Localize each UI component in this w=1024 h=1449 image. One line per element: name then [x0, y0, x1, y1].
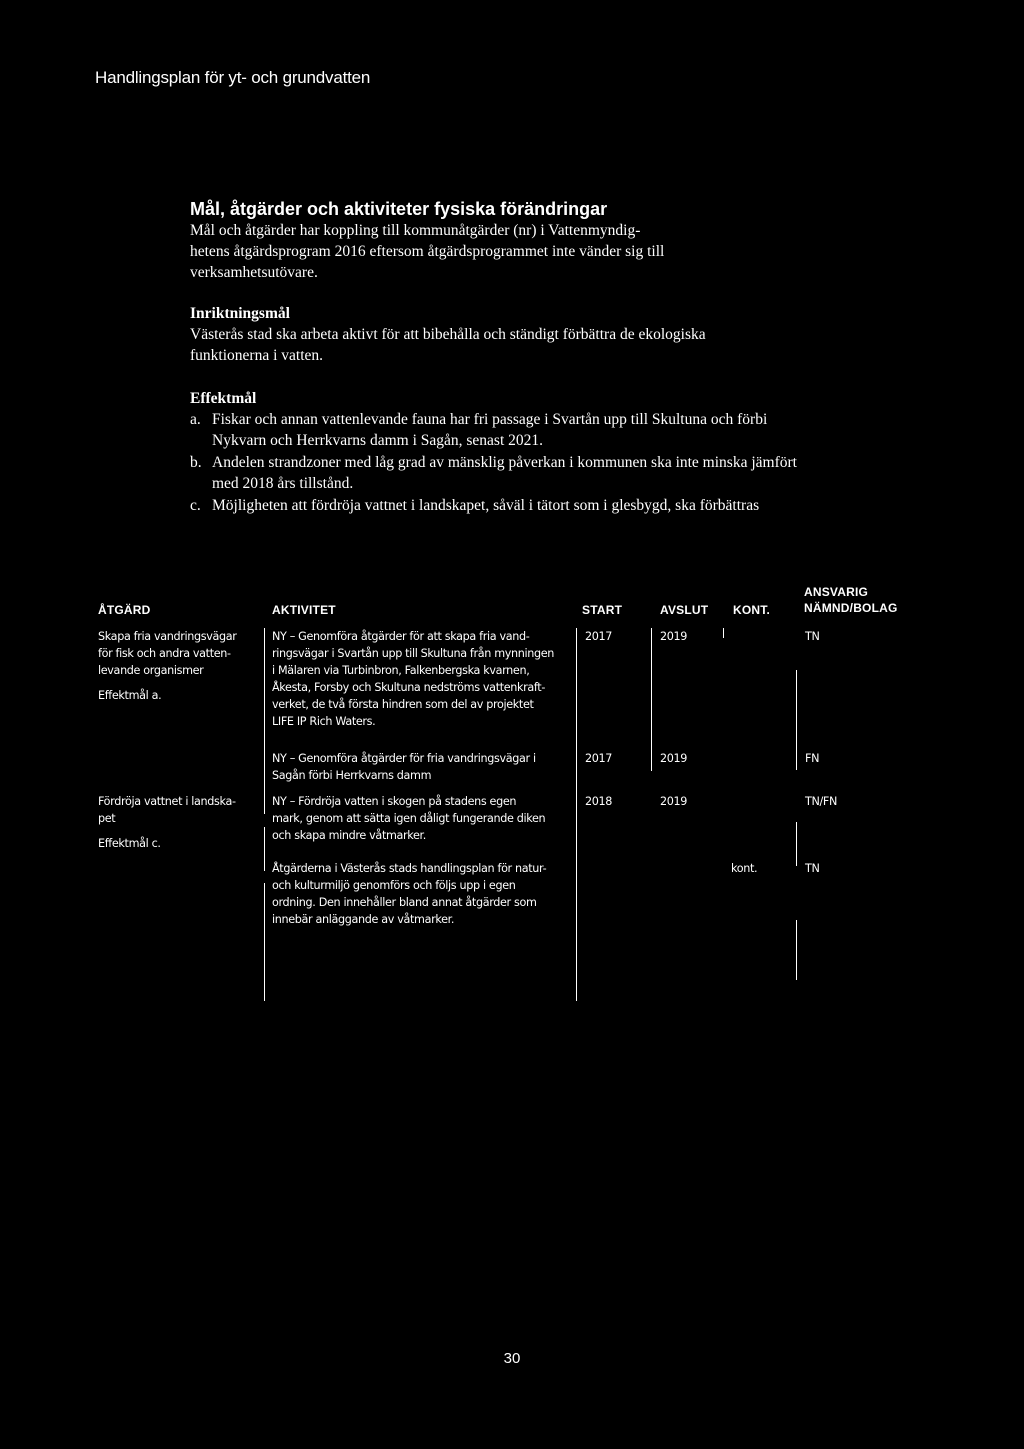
page-number: 30 — [503, 1350, 521, 1367]
intro-line: hetens åtgärdsprogram 2016 eftersom åtgärdsprogrammet inte vänder sig till — [190, 243, 665, 260]
avslut-row-2: 2019 — [660, 752, 688, 765]
effektmal-block — [190, 388, 830, 516]
atgard-line: Fördröja vattnet i landska- — [98, 795, 236, 808]
header-ansvarig — [804, 584, 898, 616]
header-kont: KONT. — [733, 603, 770, 617]
column-divider — [264, 883, 265, 1001]
atgard-line: levande organismer — [98, 664, 204, 677]
column-divider — [723, 628, 724, 638]
inriktningsmal-line: funktionerna i vatten. — [190, 347, 323, 364]
effektmal-letter: b. — [190, 454, 202, 471]
intro-paragraph — [190, 220, 830, 283]
section-heading: Mål, åtgärder och aktiviteter fysiska förändringar — [190, 199, 608, 219]
intro-line: verksamhetsutövare. — [190, 264, 318, 281]
inriktningsmal-title: Inriktningsmål — [190, 305, 290, 322]
effektmal-text: Fiskar och annan vattenlevande fauna har fri passage i Svartån upp till Skultuna och förbi Nykvarn och Herrkvarns damm i Sagån, senast 2021. — [212, 411, 768, 449]
effektmal-title: Effektmål — [190, 390, 257, 407]
aktivitet-line: och skapa mindre våtmarker. — [272, 829, 426, 842]
ansvarig-row-4: TN — [805, 862, 820, 875]
ansvarig-row-2: FN — [805, 752, 820, 765]
avslut-row-1: 2019 — [660, 630, 688, 643]
column-divider — [576, 628, 577, 1001]
aktivitet-line: i Mälaren via Turbinbron, Falkenbergska kvarnen, — [272, 664, 530, 677]
column-divider — [796, 920, 797, 980]
intro-section — [190, 198, 830, 516]
inriktningsmal-block — [190, 303, 830, 366]
aktivitet-line: LIFE IP Rich Waters. — [272, 715, 376, 728]
header-aktivitet: AKTIVITET — [272, 603, 336, 617]
aktivitet-line: NY – Fördröja vatten i skogen på stadens egen — [272, 795, 517, 808]
header-ansvarig-line: NÄMND/BOLAG — [804, 601, 898, 615]
effektmal-text: Andelen strandzoner med låg grad av mänsklig påverkan i kommunen ska inte minska jämfört med 2018 års tillstånd. — [212, 454, 797, 492]
aktivitet-row-3 — [272, 793, 545, 844]
atgard-line: Skapa fria vandringsvägar — [98, 630, 237, 643]
aktivitet-line: och kulturmiljö genomförs och följs upp i egen — [272, 879, 516, 892]
aktivitet-line: ordning. Den innehåller bland annat åtgärder som — [272, 896, 537, 909]
effektmal-item-c — [190, 495, 830, 516]
column-divider — [264, 628, 265, 814]
aktivitet-line: verket, de två första hindren som del av projektet — [272, 698, 534, 711]
ansvarig-row-1: TN — [805, 630, 820, 643]
start-row-3: 2018 — [585, 795, 613, 808]
aktivitet-line: ringsvägar i Svartån upp till Skultuna från mynningen — [272, 647, 555, 660]
column-divider — [651, 628, 652, 771]
effektmal-letter: a. — [190, 411, 201, 428]
header-start: START — [582, 603, 623, 617]
start-row-2: 2017 — [585, 752, 613, 765]
effektmal-item-a — [190, 409, 830, 451]
aktivitet-line: NY – Genomföra åtgärder för fria vandringsvägar i — [272, 752, 536, 765]
column-divider — [796, 670, 797, 770]
atgard-line: för fisk och andra vatten- — [98, 647, 231, 660]
aktivitet-row-1 — [272, 628, 554, 730]
effektmal-item-b — [190, 452, 830, 494]
atgard-effektmal: Effektmål a. — [98, 689, 162, 702]
atgard-1 — [98, 628, 237, 704]
column-divider — [796, 822, 797, 866]
aktivitet-line: mark, genom att sätta igen dåligt fungerande diken — [272, 812, 546, 825]
ansvarig-row-3: TN/FN — [805, 795, 838, 808]
header-avslut: AVSLUT — [660, 603, 709, 617]
atgard-line: pet — [98, 812, 116, 825]
aktivitet-row-2 — [272, 750, 536, 784]
aktivitet-row-4 — [272, 860, 546, 928]
aktivitet-line: Åtgärderna i Västerås stads handlingsplan för natur- — [272, 862, 547, 875]
effektmal-text: Möjligheten att fördröja vattnet i landskapet, såväl i tätort som i glesbygd, ska förbättras — [212, 497, 760, 514]
atgard-2 — [98, 793, 236, 852]
start-row-1: 2017 — [585, 630, 613, 643]
atgard-effektmal: Effektmål c. — [98, 837, 161, 850]
aktivitet-line: Sagån förbi Herrkvarns damm — [272, 769, 432, 782]
header-ansvarig-line: ANSVARIG — [804, 585, 869, 599]
inriktningsmal-line: Västerås stad ska arbeta aktivt för att bibehålla och ständigt förbättra de ekologiska — [190, 326, 706, 343]
aktivitet-line: Åkesta, Forsby och Skultuna nedströms vattenkraft- — [272, 681, 546, 694]
avslut-row-3: 2019 — [660, 795, 688, 808]
header-atgard: ÅTGÄRD — [98, 603, 151, 617]
kont-row-4: kont. — [731, 862, 758, 875]
document-header: Handlingsplan för yt- och grundvatten — [95, 68, 371, 87]
aktivitet-line: innebär anläggande av våtmarker. — [272, 913, 455, 926]
effektmal-letter: c. — [190, 497, 201, 514]
intro-line: Mål och åtgärder har koppling till kommunåtgärder (nr) i Vattenmyndig- — [190, 222, 641, 239]
aktivitet-line: NY – Genomföra åtgärder för att skapa fria vand- — [272, 630, 530, 643]
column-divider — [264, 827, 265, 871]
